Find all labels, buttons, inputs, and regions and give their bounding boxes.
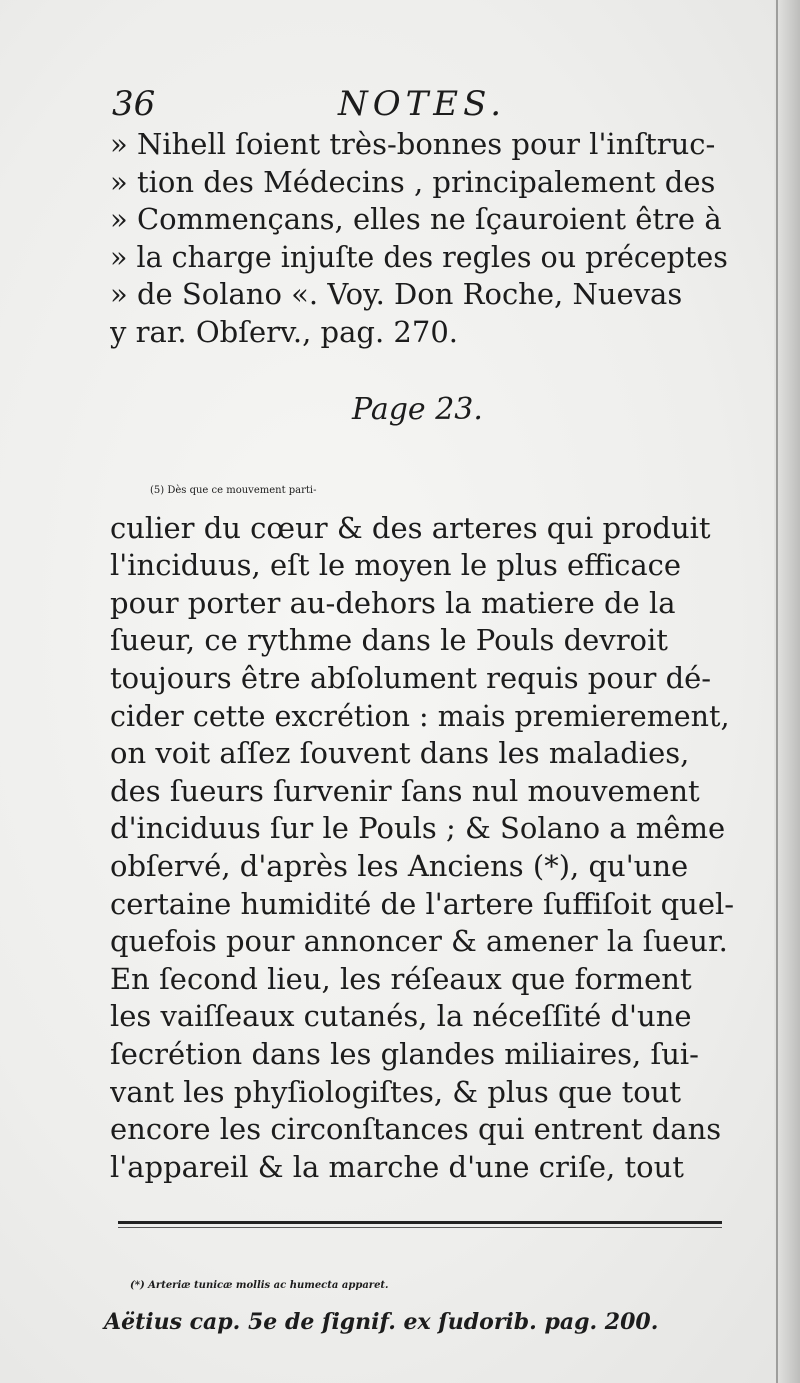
- page-number: 36: [112, 84, 156, 124]
- text-line: ſecrétion dans les glandes miliaires, ſui-: [110, 1036, 699, 1071]
- text-line: certaine humidité de l'artere ſuffiſoit quel-: [110, 886, 735, 921]
- page-header: [112, 84, 732, 128]
- text-line: pour porter au-dehors la matiere de la: [110, 585, 676, 620]
- text-line: on voit aſſez ſouvent dans les maladies,: [110, 736, 690, 771]
- footnote-rule-thin: [118, 1227, 722, 1228]
- text-line: l'appareil & la marche d'une criſe, tout: [110, 1149, 684, 1184]
- text-line: (5) Dès que ce mouvement parti-: [150, 485, 317, 496]
- text-line: les vaiſſeaux cutanés, la néceſſité d'une: [110, 999, 692, 1034]
- text-line: ſueur, ce rythme dans le Pouls devroit: [110, 623, 668, 658]
- text-line: quefois pour annoncer & amener la ſueur.: [110, 924, 728, 959]
- footnote: [104, 1268, 764, 1340]
- text-line: toujours être abſolument requis pour dé-: [110, 660, 712, 695]
- text-line: » tion des Médecins , principalement des: [110, 164, 716, 199]
- text-line: des ſueurs ſurvenir ſans nul mouvement: [110, 773, 700, 808]
- text-line: En ſecond lieu, les réſeaux que forment: [110, 961, 692, 996]
- running-title: NOTES.: [338, 84, 507, 124]
- text-line: vant les phyſiologiſtes, & plus que tout: [110, 1074, 682, 1109]
- text-line: culier du cœur & des arteres qui produit: [110, 510, 711, 545]
- text-line: l'inciduus, eſt le moyen le plus efficace: [110, 548, 682, 583]
- text-line: y rar. Obſerv., pag. 270.: [110, 314, 458, 349]
- note-body: [110, 472, 736, 1186]
- text-line: cider cette excrétion : mais premierement,: [110, 699, 730, 733]
- text-line: » la charge injuſte des regles ou préceptes: [110, 240, 728, 274]
- page-edge-line: [776, 0, 778, 1383]
- footnote-line: Aëtius cap. 5e de ſignif. ex ſudorib. pag. 200.: [104, 1309, 659, 1335]
- text-line: d'inciduus ſur le Pouls ; & Solano a même: [110, 811, 726, 846]
- text-line: obſervé, d'après les Anciens (*), qu'une: [110, 848, 689, 883]
- page-reference-heading: Page 23.: [352, 392, 483, 427]
- quotation-block: [110, 126, 736, 352]
- text-line: encore les circonſtances qui entrent dans: [110, 1112, 722, 1147]
- footnote-line: (*) Arteriæ tunicæ mollis ac humecta apparet.: [130, 1280, 389, 1291]
- text-line: » Commençans, elles ne ſçauroient être à: [110, 202, 722, 237]
- footnote-rule: [118, 1221, 722, 1224]
- text-line: » de Solano «. Voy. Don Roche, Nuevas: [110, 277, 683, 312]
- text-line: » Nihell ſoient très-bonnes pour l'inſtruc-: [110, 127, 716, 161]
